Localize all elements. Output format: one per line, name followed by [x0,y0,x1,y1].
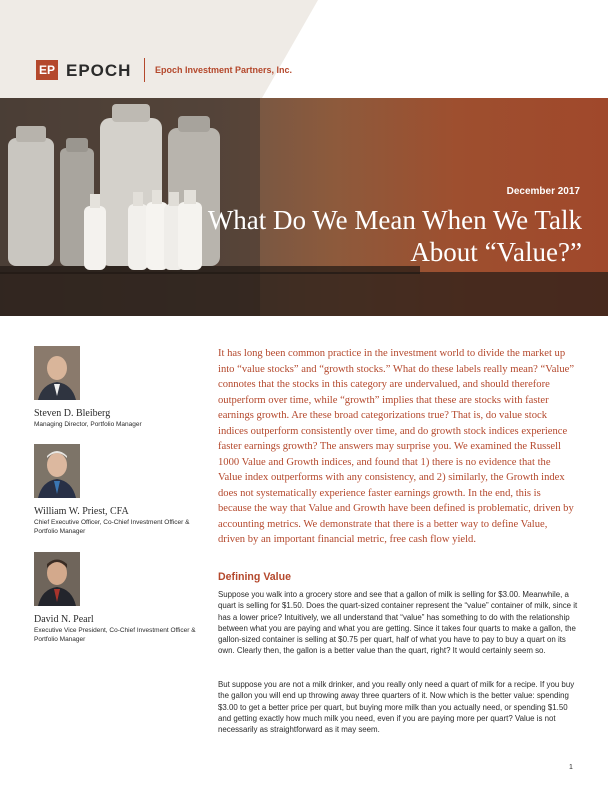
author-name: William W. Priest, CFA [34,506,129,517]
author-card [34,346,142,428]
epoch-logo-icon [36,60,58,80]
header-bar [0,0,608,98]
author-card [34,444,190,535]
hero-banner [0,98,608,316]
author-role: Chief Executive Officer, Co-Chief Investment Officer & Portfolio Manager [34,519,190,535]
page-title: What Do We Mean When We Talk About “Value?” [207,205,582,267]
author-role: Executive Vice President, Co-Chief Investment Officer & Portfolio Manager [34,627,196,643]
section-heading: Defining Value [218,571,291,583]
brand-divider [144,58,145,82]
logo-mark: EP [38,63,55,77]
publication-date: December 2017 [506,186,580,197]
body-paragraph: But suppose you are not a milk drinker, and you really only need a quart of milk for a recipe. If you buy the gallon you will end up throwing away three quarters of it. Now which is the better value: spending $3.00 to get a better price per quart, but buying more milk than you actually need, or spending $1.50 and getting exactly how much milk you need, even if you are paying more per quart? Value is not necessarily as straightforward as it may seem. [218,680,575,735]
header-diagonal-panel [0,0,318,98]
author-card [34,552,196,643]
brand-name: EPOCH [66,61,132,80]
header-background [0,0,608,98]
author-name: Steven D. Bleiberg [34,408,111,419]
author-role: Managing Director, Portfolio Manager [34,421,142,428]
body-paragraph: Suppose you walk into a grocery store and see that a gallon of milk is selling for $3.00. Meanwhile, a quart is selling for $1.50. Does the quart-sized container represent the “value” container of milk, since it has a lower price? Intuitively, we all understand that “value” has something to do with the relationship between what you are paying and what you are getting. Since it takes four quarts to make a gallon, the gallon-sized container is selling at $0.75 per quart, half of what you have to pay to buy a quart on its own. Clearly then, the gallon is a better value than the quart, right? It would certainly seem so. [218,590,578,656]
brand-full-name: Epoch Investment Partners, Inc. [155,65,293,75]
page-number: 1 [569,764,573,771]
author-photo-bleiberg [34,346,80,400]
author-photo-priest [34,444,80,498]
intro-paragraph: It has long been common practice in the investment world to divide the market up into “value stocks” and “growth stocks.” What do these labels really mean? “Value” connotes that the stocks in this category are undervalued, and should therefore outperform over time, while “growth” implies that these are stocks with faster earnings growth. Are these broad categorizations true? That is, do value stock indices outperform consistently over time, and do growth stock indices experience faster earnings growth? The answers may surprise you. We examined the Russell 1000 Value and Growth indices, and found that 1) there is no evidence that the Value index outperforms with any consistency, and 2) similarly, the Growth index does not systematically experience faster earnings growth. In the end, this is because the way that Value and Growth have been defined is problematic, driven by accounting metrics. We demonstrate that there is a better way to define Value, driven by an important financial metric, free cash flow yield. [218,348,575,545]
author-name: David N. Pearl [34,614,94,625]
author-photo-pearl [34,552,80,606]
